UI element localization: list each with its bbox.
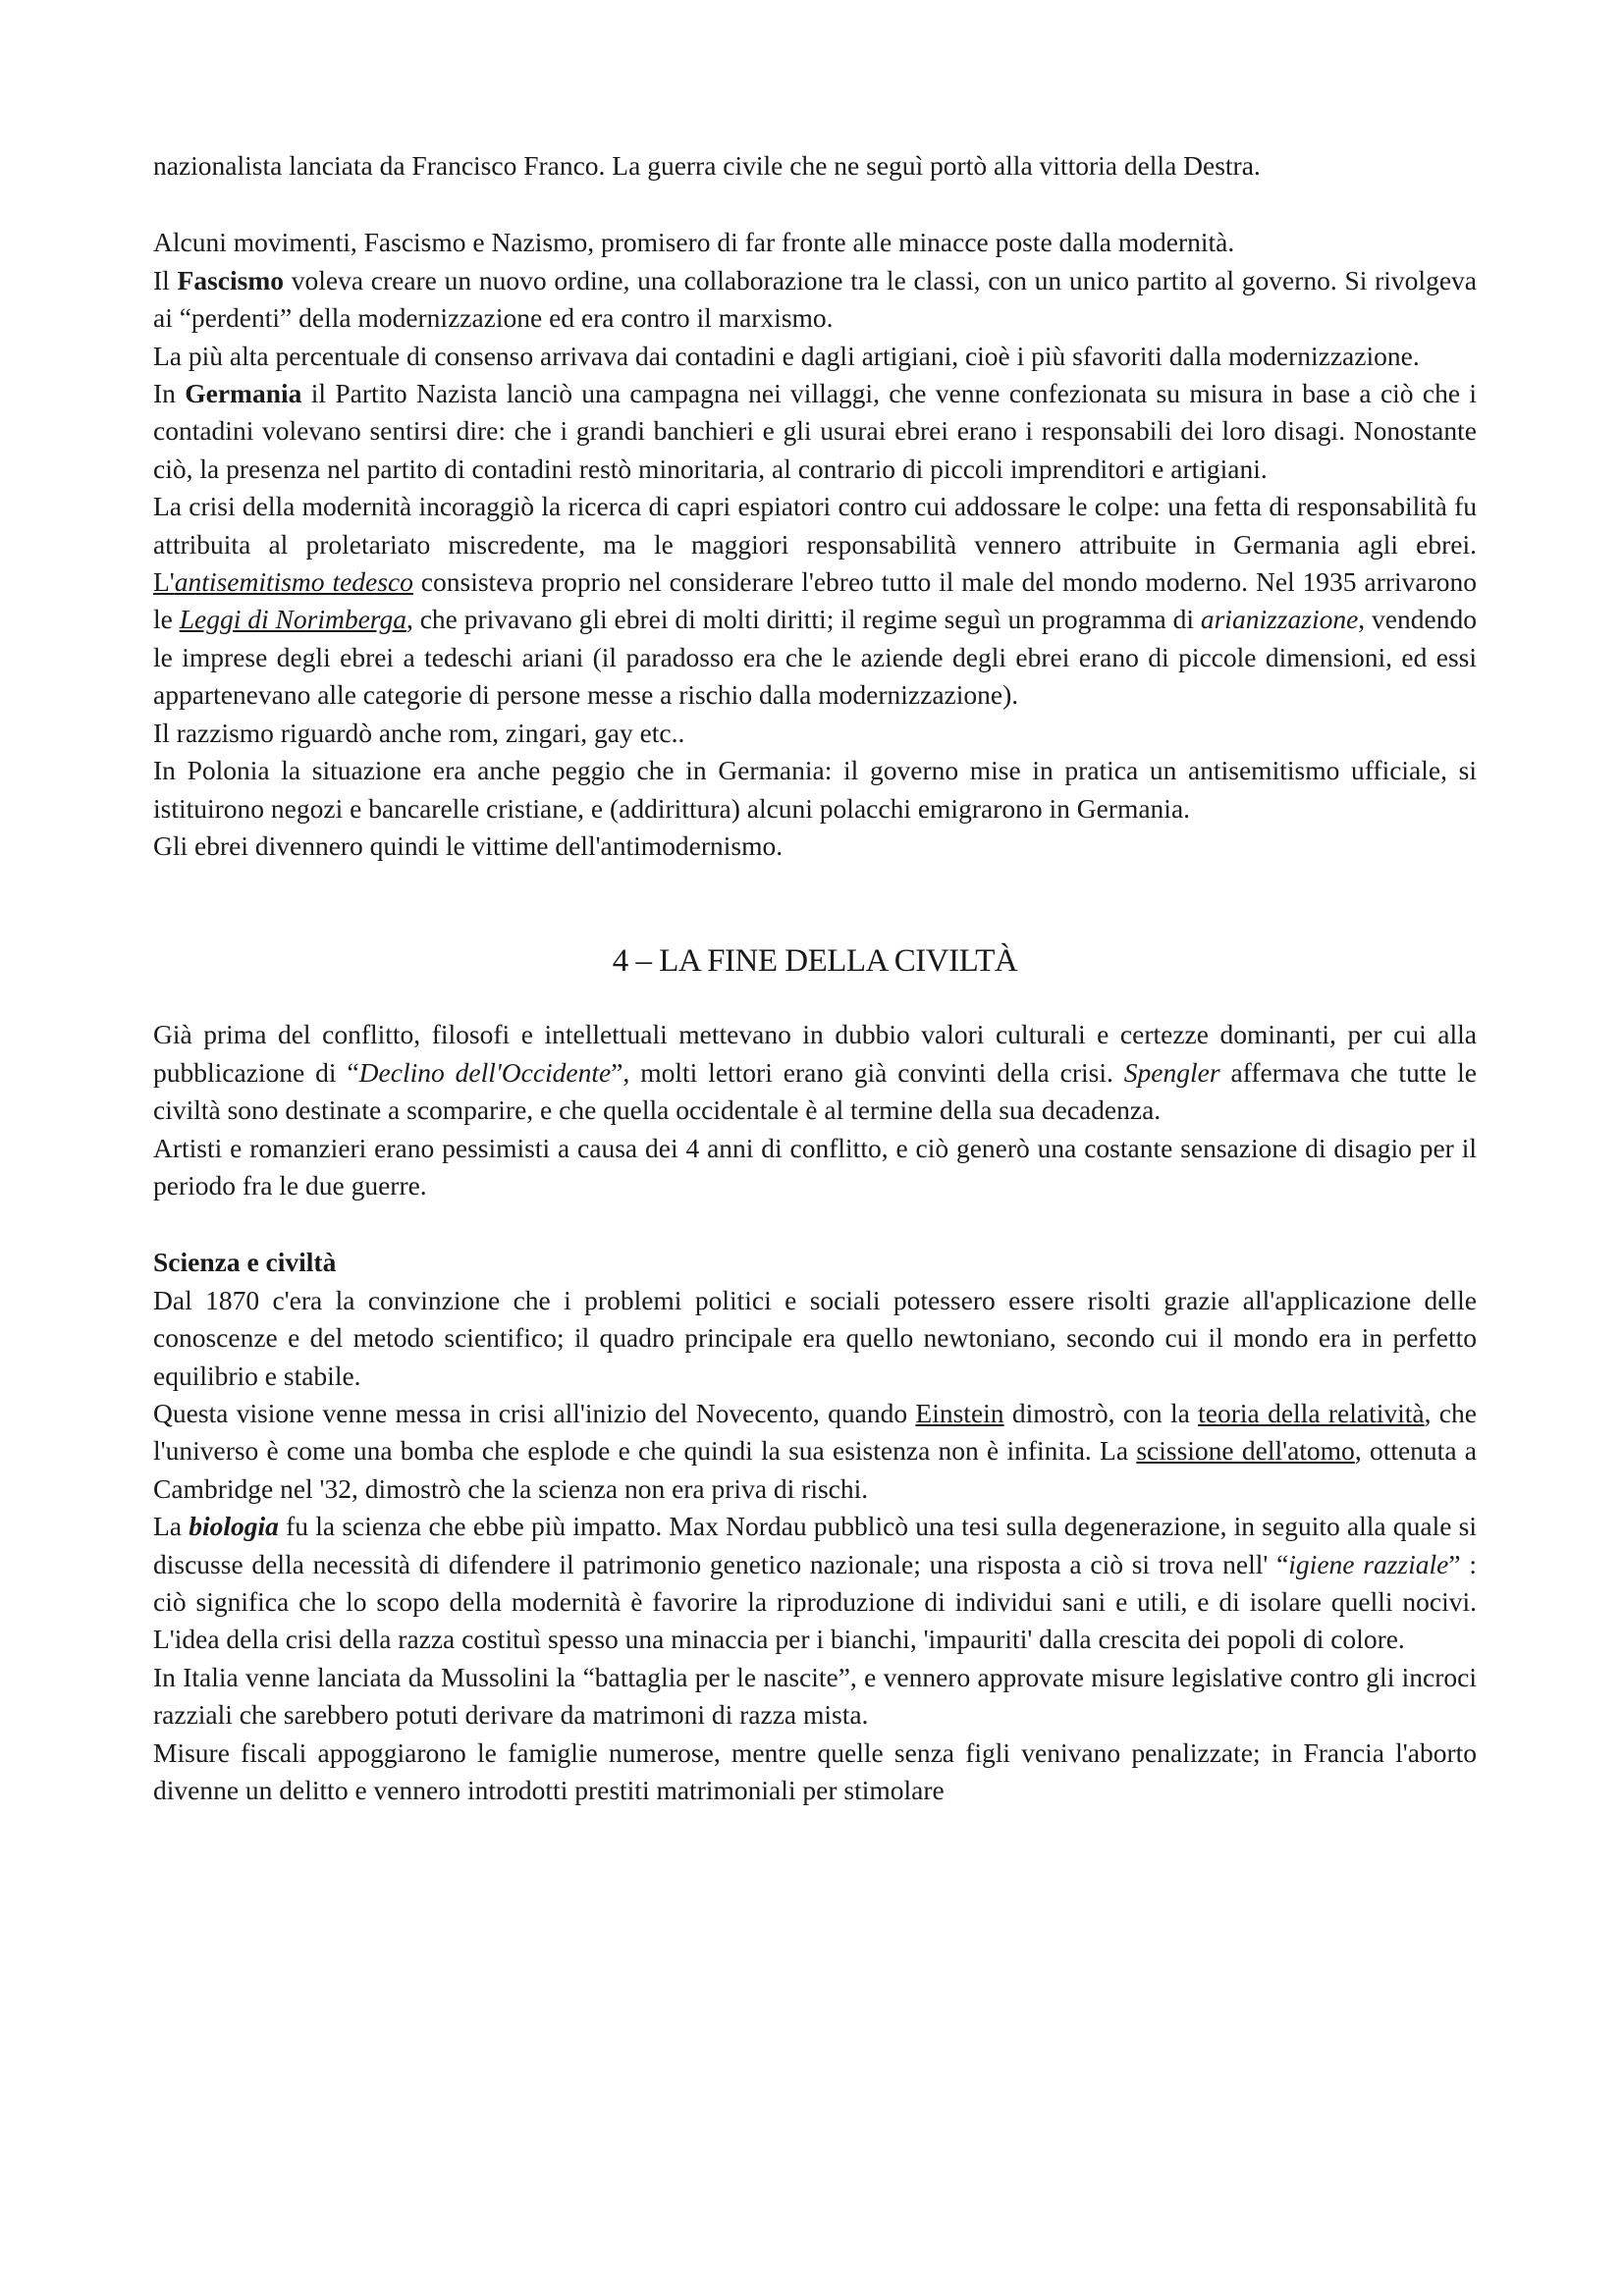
term-igiene-razziale: igiene razziale <box>1288 1548 1449 1579</box>
paragraph-antisemitism: La crisi della modernità incoraggiò la ricerca di capri espiatori contro cui addossare le colpe: una fetta di responsabilità fu attribuita al proletariato miscredente, ma le maggiori responsabilità vennero attribuite in Germania agli ebrei. L'antisemitismo tedesco consisteva proprio nel considerare l'ebreo tutto il male del mondo moderno. Nel 1935 arrivarono le Leggi di Norimberga, che privavano gli ebrei di molti diritti; il regime seguì un programma di arianizzazione, vendendo le imprese degli ebrei a tedeschi ariani (il paradosso era che le aziende degli ebrei erano di piccole dimensioni, ed essi appartenevano alle categorie di persone messe a rischio dalla modernizzazione). <box>153 491 1477 711</box>
paragraph-decline: Già prima del conflitto, filosofi e intellettuali mettevano in dubbio valori culturali e certezze dominanti, per cui alla pubblicazione di “Declino dell'Occidente”, molti lettori erano già convinti della crisi. Spengler affermava che tutte le civiltà sono destinate a scomparire, e che quella occidentale è al termine della sua decadenza. <box>153 1019 1478 1126</box>
section-heading: 4 – LA FINE DELLA CIVILTÀ <box>612 943 1018 980</box>
paragraph-gap <box>153 185 1477 224</box>
term-einstein: Einstein <box>915 1397 1004 1428</box>
paragraph-italy: In Italia venne lanciata da Mussolini la “battaglia per le nascite”, e vennero approvate misure legislative contro gli incroci razziali che sarebbero potuti derivare da matrimoni di razza mista. <box>153 1661 1477 1731</box>
term-arianizzazione: arianizzazione <box>1200 604 1359 635</box>
paragraph-poland: In Polonia la situazione era anche peggio che in Germania: il governo mise in pratica un antisemitismo ufficiale, si istituirono negozi e bancarelle cristiane, e (addirittura) alcuni polacchi emigrarono in Germania. <box>153 755 1477 824</box>
paragraph-racism: Il razzismo riguardò anche rom, zingari, gay etc.. <box>153 717 685 748</box>
paragraph-movements: Alcuni movimenti, Fascismo e Nazismo, promisero di far fronte alle minacce poste dalla modernità. <box>153 227 1235 258</box>
term-leggi-di-norimberga: Leggi di Norimberga <box>179 604 406 635</box>
term-spengler: Spengler <box>1123 1056 1220 1088</box>
paragraph-consensus: La più alta percentuale di consenso arrivava dai contadini e dagli artigiani, cioè i più sfavoriti dalla modernizzazione. <box>153 340 1420 371</box>
paragraph-science-1870: Dal 1870 c'era la convinzione che i problemi politici e sociali potessero essere risolti grazie all'applicazione delle conoscenze e del metodo scientifico; il quadro principale era quello newtoniano, secondo cui il mondo era in perfetto equilibrio e stabile. <box>153 1284 1477 1391</box>
paragraph-biology: La biologia fu la scienza che ebbe più impatto. Max Nordau pubblicò una tesi sulla degenerazione, in seguito alla quale si discusse della necessità di difendere il patrimonio genetico nazionale; una risposta a ciò si trova nell' “igiene razziale” : ciò significa che lo scopo della modernità è favorire la riproduzione di individui sani e utili, e di isolare quelli nocivi. L'idea della crisi della razza costituì spesso una minaccia per i bianchi, 'impauriti' dalla crescita dei popoli di colore. <box>153 1511 1477 1655</box>
section-gap <box>153 865 1477 939</box>
term-biologia: biologia <box>189 1511 279 1542</box>
subheading-scienza: Scienza e civiltà <box>153 1247 337 1278</box>
paragraph-einstein: Questa visione venne messa in crisi all'inizio del Novecento, quando Einstein dimostrò, con la teoria della relatività, che l'universo è come una bomba che esplode e che quindi la sua esistenza non è infinita. La scissione dell'atomo, ottenuta a Cambridge nel '32, dimostrò che la scienza non era priva di rischi. <box>153 1397 1477 1504</box>
document-page <box>153 147 1477 1809</box>
paragraph-fascism: Il Fascismo voleva creare un nuovo ordine, una collaborazione tra le classi, con un unico partito al governo. Si rivolgeva ai “perdenti” della modernizzazione ed era contro il marxismo. <box>153 264 1477 334</box>
term-antisemitismo-tedesco: antisemitismo tedesco <box>174 566 413 598</box>
bold-term-fascismo: Fascismo <box>177 264 284 295</box>
paragraph-fiscal: Misure fiscali appoggiarono le famiglie numerose, mentre quelle senza figli venivano penalizzate; in Francia l'aborto divenne un delitto e vennero introdotti prestiti matrimoniali per stimolare <box>153 1736 1477 1806</box>
paragraph-victims: Gli ebrei divennero quindi le vittime dell'antimodernismo. <box>153 829 784 861</box>
term-scissione-atomo: scissione dell'atomo <box>1136 1435 1355 1467</box>
paragraph-artists: Artisti e romanzieri erano pessimisti a causa dei 4 anni di conflitto, e ciò generò una costante sensazione di disagio per il periodo fra le due guerre. <box>153 1132 1477 1201</box>
term-declino-occidente: Declino dell'Occidente <box>358 1056 612 1088</box>
term-teoria-relativita: teoria della relatività <box>1198 1397 1425 1428</box>
bold-term-germania: Germania <box>185 378 302 409</box>
paragraph-gap <box>153 1204 1477 1244</box>
paragraph-spain-civil-war: nazionalista lanciata da Francisco Franco. La guerra civile che ne seguì portò alla vittoria della Destra. <box>153 150 1261 181</box>
heading-gap <box>153 983 1477 1016</box>
paragraph-germany: In Germania il Partito Nazista lanciò una campagna nei villaggi, che venne confezionata su misura in base a ciò che i contadini volevano sentirsi dire: che i grandi banchieri e gli usurai ebrei erano i responsabili dei loro disagi. Nonostante ciò, la presenza nel partito di contadini restò minoritaria, al contrario di piccoli imprenditori e artigiani. <box>153 378 1477 484</box>
